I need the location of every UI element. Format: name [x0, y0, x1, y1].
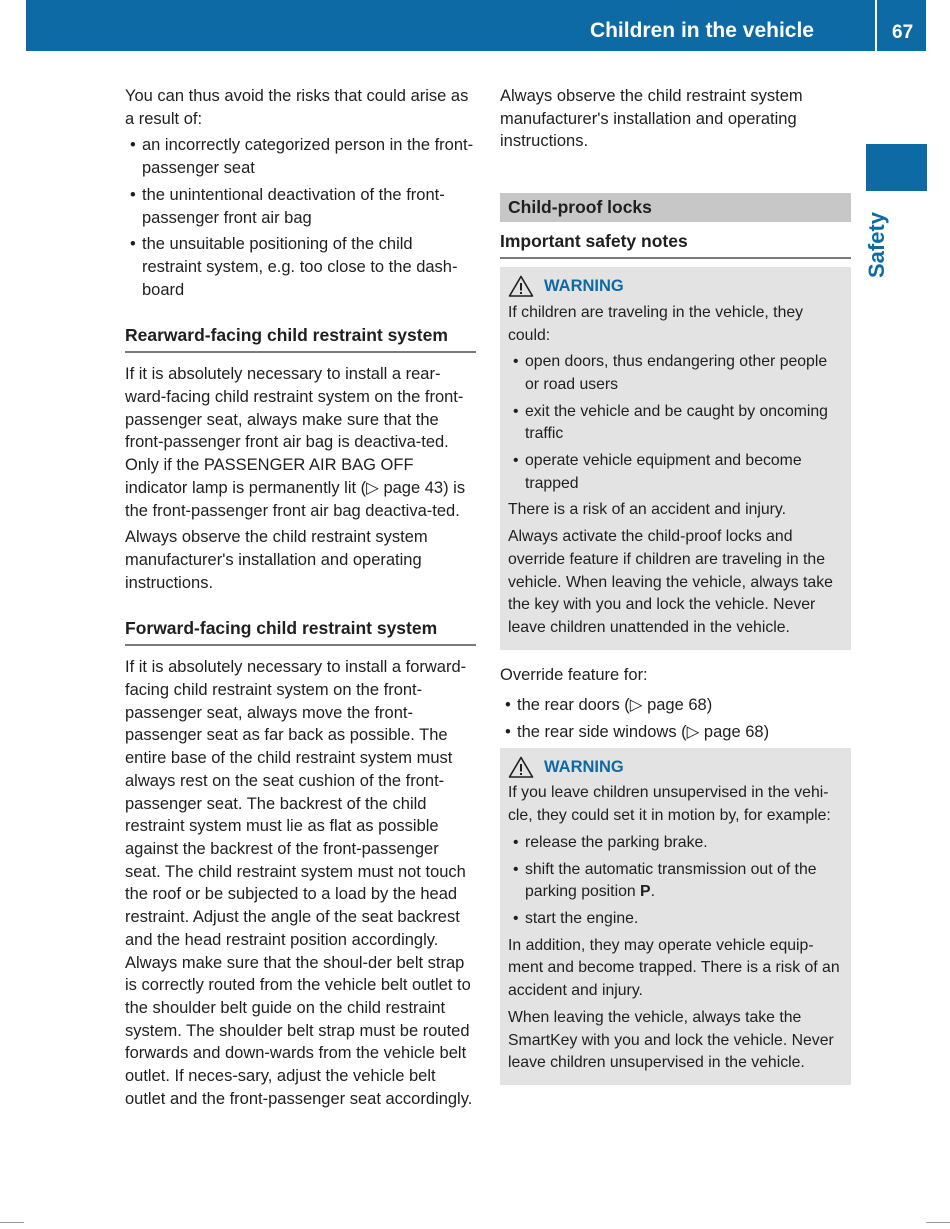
side-tab-marker	[866, 144, 927, 191]
list-item: • start the engine.	[508, 908, 843, 931]
side-tab-label: Safety	[864, 211, 889, 278]
crop-mark	[0, 1222, 24, 1223]
warning-label: WARNING	[544, 277, 624, 296]
list-item-text: shift the automatic transmission out of the parking position	[525, 860, 817, 901]
list-item-end: .	[650, 883, 655, 901]
intro-paragraph: You can thus avoid the risks that could arise as a result of:	[125, 87, 469, 128]
list-item: • open doors, thus endangering other people or road users	[508, 351, 843, 396]
warning-risk-text: There is a risk of an accident and injury.	[508, 501, 787, 519]
right-column	[500, 85, 851, 1091]
list-item: • the unsuitable positioning of the child restraint system, e.g. too close to the dash-board	[125, 233, 476, 301]
subsection-title: Important safety notes	[500, 228, 851, 259]
page-header	[26, 0, 926, 51]
list-item: • the unintentional deactivation of the front-passenger front air bag	[125, 184, 476, 229]
override-intro: Override feature for:	[500, 665, 648, 684]
warning-advice-text: When leaving the vehicle, always take the SmartKey with you and lock the vehicle. Never leave children unsupervised in the vehicle.	[508, 1008, 834, 1072]
page-number: 67	[892, 22, 914, 43]
instructions-paragraph: Always observe the child restraint system manufacturer's installation and operating instructions.	[500, 87, 803, 151]
warning-intro: If children are traveling in the vehicle, they could:	[508, 303, 804, 344]
warning-triangle-icon	[508, 756, 534, 778]
warning-advice-text: Always activate the child-proof locks and override feature if children are traveling in the vehicle. When leaving the vehicle, always take the key with you and lock the vehicle. Never leave children unattended in the vehicle.	[508, 528, 833, 636]
left-column	[125, 85, 476, 1114]
warning-list	[508, 832, 843, 931]
header-divider	[875, 0, 877, 51]
section-title: Child-proof locks	[500, 193, 851, 222]
warning-label: WARNING	[544, 757, 624, 776]
rearward-heading: Rearward-facing child restraint system	[125, 322, 476, 353]
risk-list	[125, 134, 476, 301]
list-item: • the rear side windows (▷ page 68)	[500, 721, 851, 744]
warning-box	[500, 267, 851, 650]
warning-intro: If you leave children unsupervised in the vehi-cle, they could set it in motion by, for example:	[508, 784, 831, 825]
chapter-title: Children in the vehicle	[589, 19, 814, 42]
list-item: • the rear doors (▷ page 68)	[500, 694, 851, 717]
rearward-paragraph: If it is absolutely necessary to install a rear-ward-facing child restraint system on the front-passenger seat, always make sure that the front-passenger front air bag is deactiva-ted. Only if the PASSENGER AIR BAG OFF indicator lamp is permanently lit (▷ page 43) is the front-passenger front air bag deactiva-ted.	[125, 365, 466, 520]
list-item: • release the parking brake.	[508, 832, 843, 855]
rearward-instructions: Always observe the child restraint system manufacturer's installation and operating instructions.	[125, 528, 428, 592]
warning-risk-text: In addition, they may operate vehicle equip-ment and become trapped. There is a risk of an accident and injury.	[508, 936, 840, 1000]
warning-box	[500, 748, 851, 1085]
warning-header	[508, 275, 843, 298]
list-item: • exit the vehicle and be caught by oncoming traffic	[508, 401, 843, 446]
forward-heading: Forward-facing child restraint system	[125, 615, 476, 646]
gear-position-p: P	[640, 883, 651, 901]
list-item	[508, 859, 843, 904]
list-item: • an incorrectly categorized person in the front-passenger seat	[125, 134, 476, 179]
crop-mark	[926, 1222, 950, 1223]
forward-paragraph: If it is absolutely necessary to install a forward-facing child restraint system on the front-passenger seat, always move the front-passenger seat as far back as possible. The entire base of the child restraint system must always rest on the seat cushion of the front-passenger seat. The backrest of the child restraint system must lie as flat as possible against the backrest of the front-passenger seat. The child restraint system must not touch the roof or be subjected to a load by the head restraint. Adjust the angle of the seat backrest and the head restraint position accordingly. Always make sure that the shoul-der belt strap is correctly routed from the vehicle belt outlet to the shoulder belt guide on the child restraint system. The shoulder belt strap must be routed forwards and down-wards from the vehicle belt outlet. If neces-sary, adjust the vehicle belt outlet and the front-passenger seat accordingly.	[125, 658, 473, 1108]
list-item: • operate vehicle equipment and become trapped	[508, 450, 843, 495]
warning-header	[508, 756, 843, 779]
warning-triangle-icon	[508, 275, 534, 297]
override-list	[500, 694, 851, 743]
warning-list	[508, 351, 843, 495]
